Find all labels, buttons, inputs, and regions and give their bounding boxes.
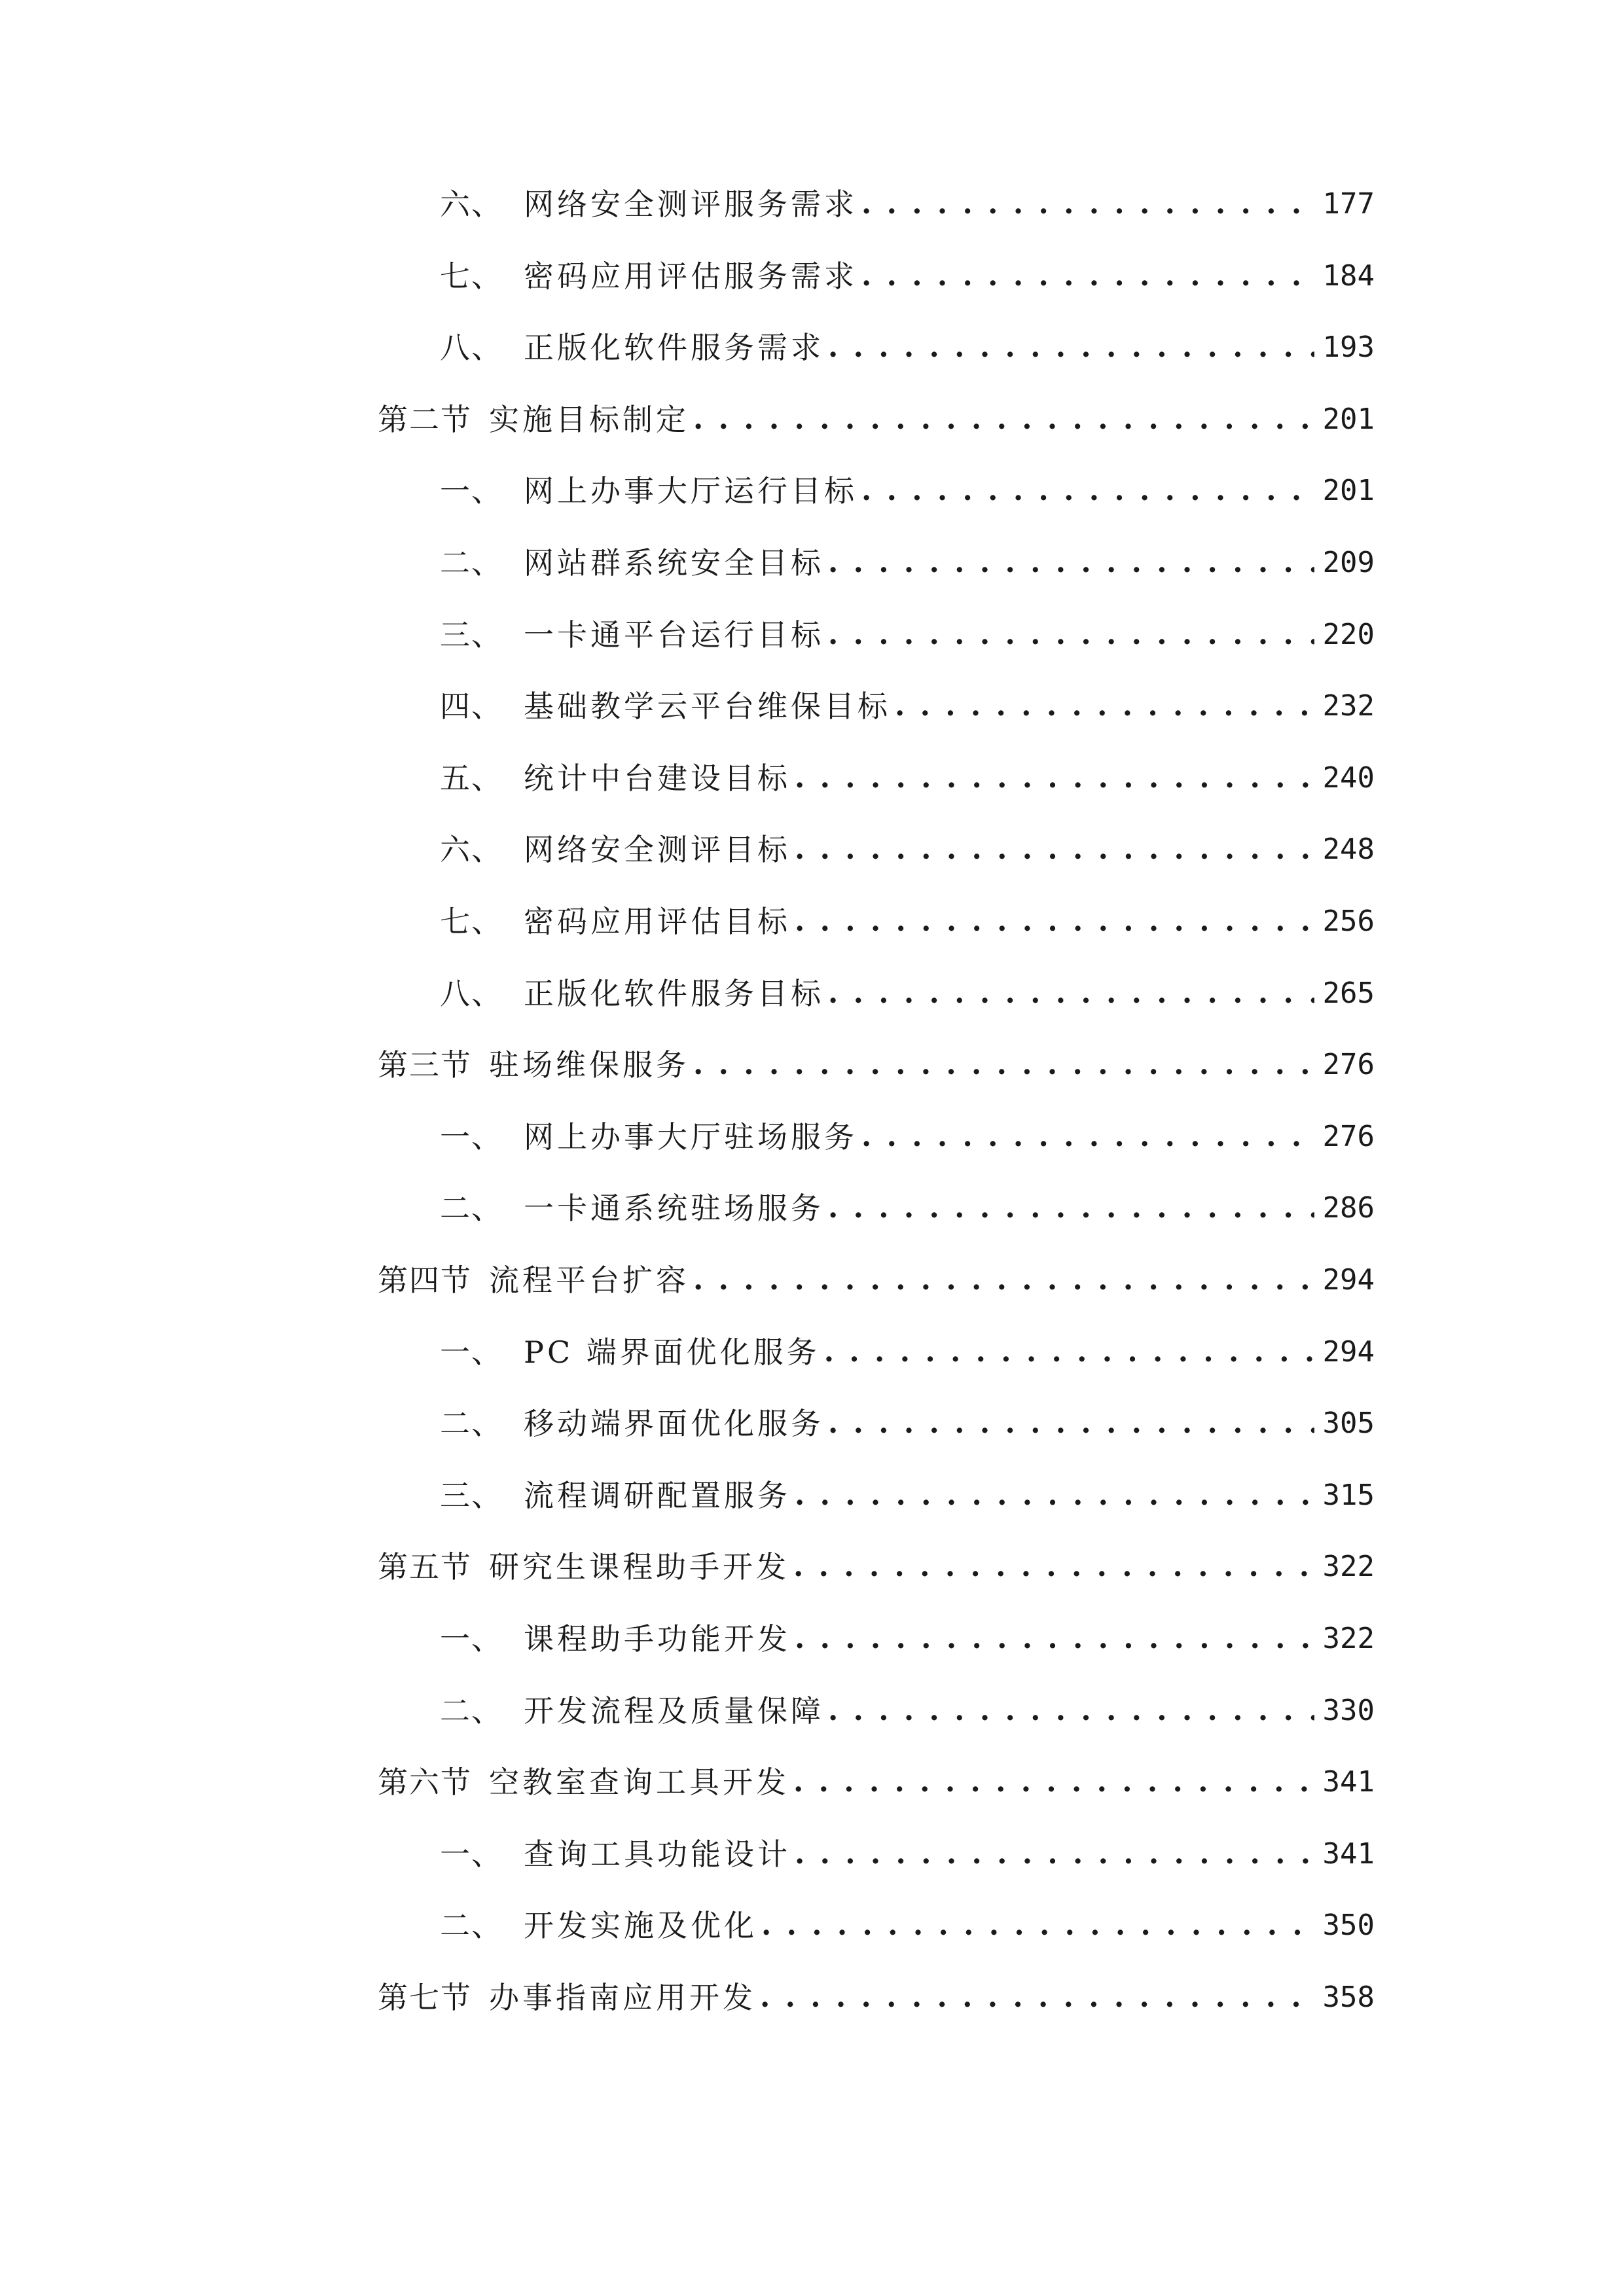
toc-entry-page-number: 184 (1322, 259, 1375, 293)
toc-subsection-entry[interactable] (440, 967, 1375, 1020)
dot-leader (828, 1397, 1314, 1450)
toc-entry-marker: 一、 (440, 1119, 503, 1155)
dot-leader (861, 1111, 1314, 1163)
toc-entry-page-number: 177 (1322, 187, 1375, 221)
toc-section-entry[interactable] (378, 1971, 1375, 2024)
toc-entry-marker: 二、 (440, 1693, 503, 1729)
toc-entry-title: 一卡通系统驻场服务 (524, 1191, 824, 1227)
toc-entry-marker: 六、 (440, 832, 503, 868)
toc-entry-title: 网上办事大厅驻场服务 (524, 1119, 857, 1155)
toc-entry-title: 正版化软件服务目标 (524, 975, 824, 1011)
toc-section-entry[interactable] (378, 1756, 1375, 1808)
toc-entry-marker: 三、 (440, 1477, 503, 1513)
toc-entry-page-number: 276 (1322, 1119, 1375, 1153)
toc-entry-title: 网站群系统安全目标 (524, 545, 824, 581)
dot-leader (895, 680, 1314, 732)
toc-subsection-entry[interactable] (440, 250, 1375, 302)
toc-entry-title: 统计中台建设目标 (524, 760, 791, 796)
dot-leader (693, 393, 1314, 446)
toc-entry-title: 基础教学云平台维保目标 (524, 689, 891, 725)
toc-entry-page-number: 350 (1322, 1909, 1375, 1943)
toc-entry-title: PC 端界面优化服务 (524, 1334, 820, 1370)
toc-subsection-entry[interactable] (440, 895, 1375, 948)
dot-leader (795, 1613, 1314, 1665)
toc-entry-page-number: 201 (1322, 474, 1375, 508)
dot-leader (760, 1971, 1314, 2024)
dot-leader (693, 1039, 1314, 1091)
toc-subsection-entry[interactable] (440, 1326, 1375, 1378)
toc-entry-marker: 第四节 (378, 1263, 472, 1298)
toc-entry-marker: 五、 (440, 760, 503, 796)
toc-entry-marker: 一、 (440, 1334, 503, 1370)
dot-leader (795, 1469, 1314, 1522)
toc-entry-marker: 二、 (440, 545, 503, 581)
toc-entry-marker: 一、 (440, 473, 503, 509)
dot-leader (861, 250, 1314, 302)
toc-entry-title: 网络安全测评服务需求 (524, 187, 857, 222)
toc-entry-page-number: 330 (1322, 1693, 1375, 1727)
toc-entry-page-number: 341 (1322, 1837, 1375, 1871)
dot-leader (795, 752, 1314, 804)
toc-entry-page-number: 265 (1322, 976, 1375, 1010)
toc-entry-page-number: 286 (1322, 1191, 1375, 1225)
dot-leader (828, 321, 1314, 374)
toc-subsection-entry[interactable] (440, 1469, 1375, 1522)
toc-entry-title: 一卡通平台运行目标 (524, 617, 824, 653)
toc-entry-page-number: 256 (1322, 905, 1375, 938)
toc-subsection-entry[interactable] (440, 752, 1375, 804)
toc-entry-page-number: 341 (1322, 1765, 1375, 1799)
toc-subsection-entry[interactable] (440, 1397, 1375, 1450)
toc-entry-marker: 三、 (440, 617, 503, 653)
toc-entry-title: 开发流程及质量保障 (524, 1693, 824, 1729)
toc-subsection-entry[interactable] (440, 1182, 1375, 1234)
toc-entry-marker: 八、 (440, 975, 503, 1011)
toc-subsection-entry[interactable] (440, 1899, 1375, 1952)
toc-entry-marker: 第二节 (378, 401, 472, 437)
toc-entry-page-number: 276 (1322, 1048, 1375, 1082)
toc-entry-page-number: 209 (1322, 546, 1375, 579)
toc-subsection-entry[interactable] (440, 1111, 1375, 1163)
toc-subsection-entry[interactable] (440, 823, 1375, 876)
toc-entry-page-number: 193 (1322, 331, 1375, 365)
toc-entry-page-number: 220 (1322, 617, 1375, 651)
toc-subsection-entry[interactable] (440, 609, 1375, 661)
toc-entry-marker: 第六节 (378, 1765, 472, 1801)
dot-leader (795, 895, 1314, 948)
toc-entry-title: 流程平台扩容 (489, 1263, 689, 1298)
toc-entry-title: 网上办事大厅运行目标 (524, 473, 857, 509)
toc-entry-title: 网络安全测评目标 (524, 832, 791, 868)
toc-entry-page-number: 358 (1322, 1981, 1375, 2014)
toc-section-entry[interactable] (378, 393, 1375, 446)
toc-subsection-entry[interactable] (440, 1828, 1375, 1880)
toc-entry-title: 查询工具功能设计 (524, 1836, 791, 1872)
dot-leader (824, 1326, 1314, 1378)
toc-entry-title: 密码应用评估目标 (524, 904, 791, 939)
toc-entry-marker: 第三节 (378, 1047, 472, 1083)
toc-entry-marker: 八、 (440, 330, 503, 366)
toc-entry-marker: 第五节 (378, 1549, 472, 1585)
toc-section-entry[interactable] (378, 1254, 1375, 1306)
toc-entry-title: 密码应用评估服务需求 (524, 258, 857, 294)
toc-entry-page-number: 315 (1322, 1478, 1375, 1512)
toc-entry-page-number: 248 (1322, 833, 1375, 867)
toc-entry-page-number: 201 (1322, 402, 1375, 436)
toc-section-entry[interactable] (378, 1039, 1375, 1091)
toc-entry-title: 驻场维保服务 (489, 1047, 689, 1083)
toc-entry-title: 流程调研配置服务 (524, 1477, 791, 1513)
toc-entry-title: 开发实施及优化 (524, 1908, 757, 1944)
toc-entry-marker: 七、 (440, 258, 503, 294)
dot-leader (861, 178, 1314, 230)
toc-entry-marker: 七、 (440, 904, 503, 939)
toc-subsection-entry[interactable] (440, 680, 1375, 732)
toc-subsection-entry[interactable] (440, 1685, 1375, 1737)
toc-entry-marker: 二、 (440, 1191, 503, 1227)
toc-entry-page-number: 232 (1322, 689, 1375, 723)
dot-leader (795, 823, 1314, 876)
toc-entry-title: 办事指南应用开发 (489, 1980, 756, 2015)
dot-leader (828, 1685, 1314, 1737)
toc-entry-title: 研究生课程助手开发 (489, 1549, 789, 1585)
toc-entry-marker: 一、 (440, 1836, 503, 1872)
toc-entry-title: 移动端界面优化服务 (524, 1406, 824, 1442)
toc-entry-page-number: 294 (1322, 1263, 1375, 1297)
toc-entry-page-number: 322 (1322, 1550, 1375, 1584)
toc-subsection-entry[interactable] (440, 321, 1375, 374)
dot-leader (861, 465, 1314, 517)
toc-entry-marker: 第七节 (378, 1980, 472, 2015)
toc-subsection-entry[interactable] (440, 465, 1375, 517)
dot-leader (828, 609, 1314, 661)
toc-entry-title: 课程助手功能开发 (524, 1621, 791, 1657)
dot-leader (828, 537, 1314, 589)
dot-leader (828, 967, 1314, 1020)
toc-subsection-entry[interactable] (440, 537, 1375, 589)
toc-subsection-entry[interactable] (440, 1613, 1375, 1665)
toc-entry-title: 实施目标制定 (489, 401, 689, 437)
dot-leader (828, 1182, 1314, 1234)
toc-entry-marker: 二、 (440, 1908, 503, 1944)
toc-entry-page-number: 305 (1322, 1407, 1375, 1441)
dot-leader (795, 1828, 1314, 1880)
toc-entry-title: 正版化软件服务需求 (524, 330, 824, 366)
toc-entry-marker: 六、 (440, 187, 503, 222)
dot-leader (693, 1254, 1314, 1306)
toc-entry-title: 空教室查询工具开发 (489, 1765, 789, 1801)
toc-entry-marker: 四、 (440, 689, 503, 725)
toc-entry-page-number: 294 (1322, 1335, 1375, 1369)
toc-entry-marker: 一、 (440, 1621, 503, 1657)
dot-leader (793, 1756, 1314, 1808)
toc-subsection-entry[interactable] (440, 178, 1375, 230)
toc-entry-page-number: 240 (1322, 761, 1375, 795)
toc-section-entry[interactable] (378, 1541, 1375, 1593)
dot-leader (793, 1541, 1314, 1593)
toc-entry-marker: 二、 (440, 1406, 503, 1442)
toc-entry-page-number: 322 (1322, 1622, 1375, 1655)
dot-leader (761, 1899, 1314, 1952)
